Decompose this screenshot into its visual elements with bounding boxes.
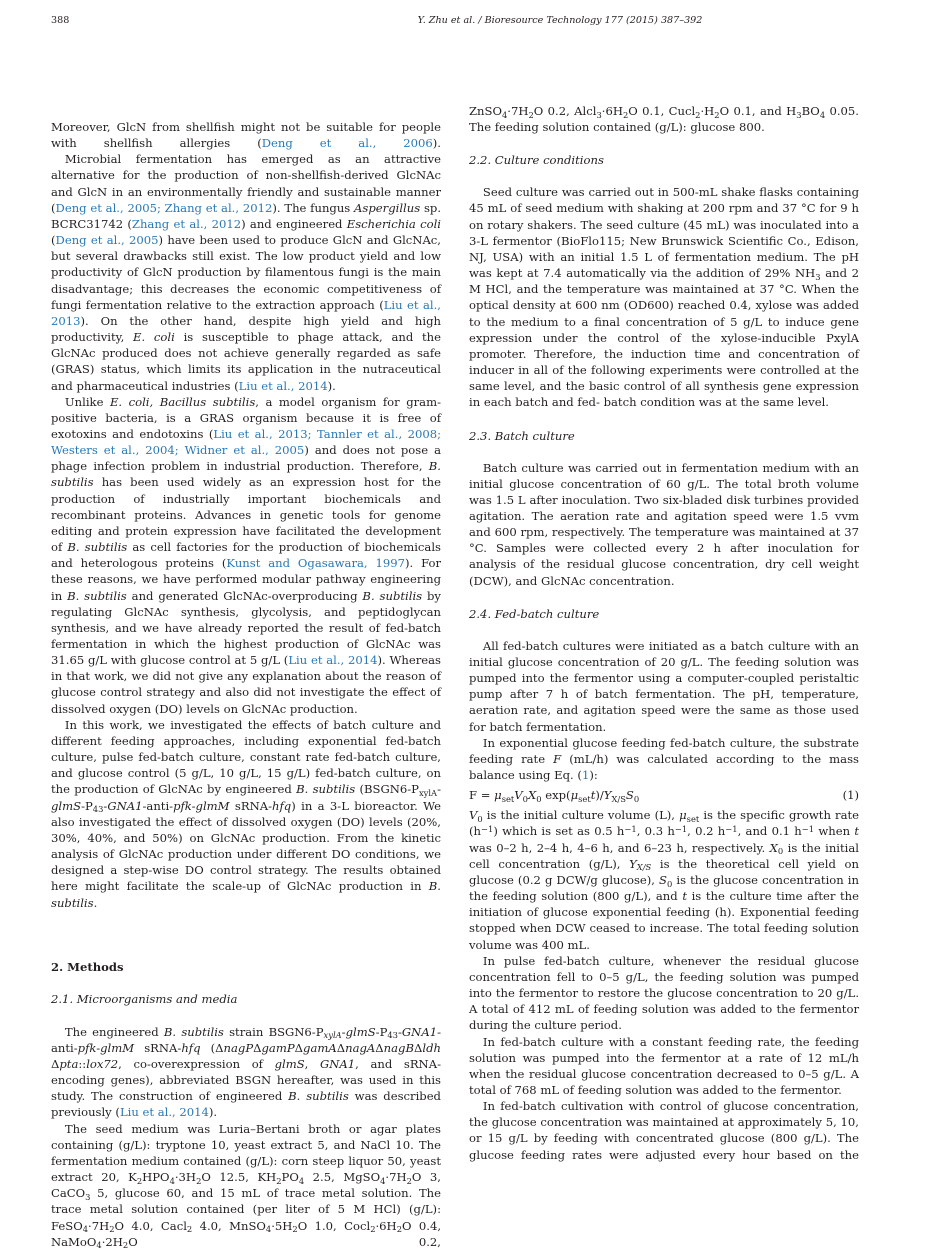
superscript: −1	[481, 823, 494, 834]
subscript: 2	[196, 1175, 202, 1186]
text-run: O 0.1, and H	[719, 104, 797, 118]
citation-link[interactable]: Liu et al., 2013; Tannler et al., 2008; Westers et al., 2004; Widner et al., 2005	[51, 426, 441, 458]
subscript: 0	[522, 793, 528, 804]
text-run: -	[398, 1024, 402, 1039]
italic-text: B. subtilis	[67, 540, 128, 555]
paragraph	[469, 638, 859, 735]
text-run: In pulse fed-batch culture, whenever the residual glucose concentration fell to 0–5 g/L, the feeding solution was pumped into the fermentor to restore the glucose concentration to 20 g/L. A total of 412 mL of feeding solution was added to the fermentor during the culture period.	[469, 953, 859, 1033]
subscript: 0	[633, 793, 640, 804]
italic-text: nagA	[345, 1040, 376, 1055]
text-run: HPO	[142, 1170, 170, 1185]
subscript: 4	[819, 109, 826, 120]
section-2-4-body-a	[469, 638, 859, 783]
paragraph	[469, 735, 859, 783]
subscript: 2	[276, 1175, 282, 1186]
text-run: In fed-batch culture with a constant feeding rate, the feeding solution was pumped into the fermentor at a rate of 12 mL/h when the residual glucose concentration decreased to 0–5 g/L. A total of 768 mL of feeding solution was added to the fermentor.	[469, 1034, 859, 1097]
text-run: PO	[281, 1170, 299, 1185]
text-run: , and sRNA-encoding genes), abbreviated BSGN hereafter, was used in this study. The construction of engineered	[51, 1056, 441, 1104]
text-run: (Δ	[200, 1040, 224, 1055]
text-run: ·3H	[174, 1170, 197, 1185]
italic-text: GNA1	[319, 1056, 356, 1071]
subscript: 0	[536, 793, 542, 804]
equation-formula	[469, 787, 639, 803]
italic-text: nagB	[383, 1040, 414, 1055]
italic-text: B. subtilis	[362, 588, 423, 603]
text-run: (BSGN6-P	[355, 782, 419, 797]
citation-link[interactable]: Deng et al., 2005	[55, 233, 159, 248]
text-run: Δ	[253, 1040, 262, 1055]
text-run: is susceptible to phage attack, and the GlcNAc produced does not achieve generally regarded as safe (GRAS) status, which limits its application in the nutraceutical and pharmaceutical industries (	[51, 330, 441, 393]
text-run: O 0.4, NaMoO	[51, 1218, 442, 1249]
text-run: ·H	[700, 104, 715, 118]
text-run: Δ	[294, 1040, 304, 1055]
running-title: Y. Zhu et al. / Bioresource Technology 177 (2015) 387–392	[417, 15, 703, 26]
italic-text: B. subtilis	[51, 459, 441, 490]
text-run: Δ	[375, 1040, 384, 1055]
text-run: , 0.2 h	[687, 824, 726, 839]
subsection-heading-2-4: 2.4. Fed-batch culture	[469, 606, 600, 621]
text-run: 2.5, MgSO	[304, 1170, 381, 1185]
subscript: 4	[265, 1224, 272, 1235]
subsection-heading-2-1: 2.1. Microorganisms and media	[51, 991, 238, 1006]
italic-text: Y	[603, 788, 612, 803]
citation-link[interactable]: Liu et al., 2013	[51, 297, 441, 328]
superscript: −1	[801, 823, 815, 834]
subscript: X/S	[636, 862, 652, 873]
text-run: O 3, CaCO	[51, 1170, 441, 1201]
subscript: 4	[501, 109, 508, 120]
text-run: In fed-batch cultivation with control of glucose concentration, the glucose concentration was maintained at approximately 5, 10, or 15 g/L by feeding with concentrated glucose (800 g/L). The glucose feeding rates were adjusted every hour based on the	[469, 1099, 859, 1162]
section-2-4-body-b	[469, 807, 859, 1162]
subscript: set	[578, 793, 591, 804]
italic-text: t	[854, 824, 859, 839]
citation-link[interactable]: 1	[581, 768, 590, 782]
text-run: , 0.3 h	[636, 824, 675, 839]
text-run: sRNA-	[229, 798, 273, 813]
text-run: In this work, we investigated the effects of batch culture and different feeding approaches, including exponential fed-batch culture, pulse fed-batch culture, constant rate fed-batch culture, and glucose control (5 g/L, 10 g/L, 15 g/L) fed-batch culture, on the production of GlcNAc by engineered	[51, 717, 441, 797]
italic-text: X	[769, 840, 778, 855]
paragraph	[469, 184, 859, 410]
text-run: as cell factories for the production of biochemicals and heterologous proteins (	[51, 540, 441, 571]
section-2-2-body	[469, 184, 859, 410]
text-run: is the initial culture volume (L),	[482, 808, 680, 823]
italic-text: E. coli, Bacillus subtilis	[109, 394, 256, 409]
subscript: 0	[777, 846, 784, 857]
text-run: was described previously (	[51, 1089, 441, 1120]
text-run: Moreover, GlcN from shellfish might not be suitable for people with shellfish allergies (	[51, 120, 441, 151]
paragraph	[469, 1034, 859, 1099]
text-run: 0.05. The feeding solution contained (g/L): glucose 800.	[469, 104, 859, 135]
text-run: O 0.2,	[128, 1234, 441, 1249]
italic-text: glmS	[345, 1024, 376, 1039]
text-run: when	[814, 824, 855, 839]
text-run: ). For these reasons, we have performed modular pathway engineering in	[51, 556, 441, 603]
italic-text: nagP	[223, 1040, 254, 1055]
italic-text: pta	[59, 1056, 79, 1071]
continued-paragraph	[469, 103, 859, 135]
paragraph	[51, 119, 441, 151]
text-run: ) and engineered	[241, 216, 347, 231]
text-run: ·7H	[88, 1218, 110, 1233]
subscript: 2	[528, 109, 534, 120]
italic-text: B. subtilis	[51, 879, 441, 910]
text-run: ·6H	[601, 104, 623, 118]
text-run: , and 0.1 h	[737, 824, 802, 839]
left-column	[51, 119, 441, 1250]
text-run: strain BSGN6-P	[223, 1024, 324, 1039]
text-run: O 12.5, KH	[201, 1170, 277, 1185]
subscript: set	[501, 793, 515, 804]
text-run: Seed culture was carried out in 500-mL shake flasks containing 45 mL of seed medium with shaking at 200 rpm and 37 °C for 9 h on rotary shakers. The seed culture (45 mL) was inoculated into a 3-L fermentor (BioFlo115; New Brunswick Scientific Co., Edison, NJ, USA) with an initial 1.5 L of fermentation medium. The pH was kept at 7.4 automatically via the addition of 29% NH	[469, 185, 859, 281]
text-run: has been used widely as an expression host for the production of industrially important biochemicals and recombinant proteins. Advances in genetic tools for genome editing and protein expression have facilitated the development of	[51, 475, 441, 555]
subscript: 0	[667, 878, 673, 889]
subscript: xylA	[323, 1030, 342, 1041]
citation-link[interactable]: Kunst and Ogasawara, 1997	[226, 556, 405, 571]
right-column	[469, 103, 859, 1163]
text-run: -	[103, 798, 108, 813]
text-run: ·6H	[375, 1218, 397, 1233]
citation-link[interactable]: Liu et al., 2014	[288, 653, 378, 668]
italic-text: V	[514, 788, 523, 803]
text-run: (	[51, 233, 56, 248]
italic-text: glmS	[274, 1056, 305, 1071]
italic-text: B. subtilis	[67, 588, 127, 603]
text-run: O 4.0, Cacl	[114, 1218, 187, 1233]
section-2-3-body	[469, 460, 859, 589]
text-run: 4.0, MnSO	[192, 1218, 266, 1233]
paragraph	[469, 807, 859, 952]
superscript: −1	[674, 823, 688, 834]
italic-text: B. subtilis	[163, 1024, 224, 1039]
subscript: 2	[136, 1175, 143, 1186]
paragraph	[469, 953, 859, 1034]
citation-link[interactable]: Liu et al., 2014	[238, 378, 328, 393]
subscript: 2	[396, 1224, 402, 1235]
text-run: -	[341, 1024, 346, 1039]
text-run: O 0.2, Alcl	[533, 104, 597, 118]
subscript: X/S	[611, 793, 626, 804]
italic-text: t	[590, 788, 596, 803]
text-run: .	[93, 895, 98, 910]
paragraph	[51, 1121, 441, 1250]
text-run: ).	[327, 378, 336, 393]
paragraph	[51, 394, 441, 717]
text-run: -anti-	[142, 798, 174, 813]
text-run: , a model organism for gram-positive bacteria, is a GRAS organism because it is free of exotoxins and endotoxins (	[51, 394, 441, 441]
subscript: 2	[292, 1224, 298, 1235]
italic-text: μ	[494, 788, 502, 803]
paragraph	[469, 460, 859, 589]
subscript: 3	[596, 109, 602, 120]
text-run: ,	[304, 1056, 320, 1071]
text-run: ). The fungus	[272, 200, 355, 215]
italic-text: μ	[570, 788, 579, 803]
subscript: 2	[122, 1240, 129, 1250]
text-run: ) which is set as 0.5 h	[493, 824, 625, 839]
text-run: F =	[469, 788, 495, 803]
equation-number: (1)	[842, 788, 859, 803]
subscript: 4	[169, 1175, 175, 1186]
subscript: 2	[370, 1224, 376, 1235]
subscript: 2	[714, 109, 720, 120]
text-run: and generated GlcNAc-overproducing	[126, 588, 363, 603]
text-run: ) and does not pose a phage infection problem in industrial production. Therefore,	[51, 443, 441, 474]
text-run: -	[437, 782, 441, 797]
italic-text: F	[553, 751, 562, 766]
italic-text: GNA1	[401, 1024, 438, 1039]
citation-link[interactable]: Deng et al., 2005; Zhang et al., 2012	[55, 200, 273, 215]
superscript: −1	[624, 823, 637, 834]
italic-text: μ	[679, 808, 687, 823]
text-run: ·5H	[271, 1218, 293, 1233]
subscript: 2	[695, 109, 701, 120]
subsection-heading-2-3: 2.3. Batch culture	[469, 428, 575, 443]
italic-text: lox72	[86, 1056, 119, 1071]
italic-text: Escherichia coli	[346, 216, 442, 231]
text-run: ·2H	[101, 1234, 123, 1249]
text-run: In exponential glucose feeding fed-batch culture, the substrate feeding rate	[469, 735, 859, 766]
italic-text: gamP	[261, 1040, 295, 1055]
equation-1	[469, 787, 859, 803]
left-column-intro	[51, 119, 441, 911]
text-run: -anti-	[51, 1024, 441, 1055]
subscript: 4	[380, 1175, 386, 1186]
text-run: Δ	[51, 1056, 60, 1071]
text-run: , co-overexpression of	[118, 1056, 275, 1071]
subsection-heading-2-2: 2.2. Culture conditions	[469, 153, 604, 168]
subscript: xylA	[418, 788, 438, 799]
text-run: ):	[589, 768, 598, 782]
italic-text: E. coli	[133, 330, 175, 345]
italic-text: S	[659, 872, 667, 887]
italic-text: V	[469, 808, 478, 823]
subscript: 0	[477, 813, 483, 824]
italic-text: GNA1	[107, 798, 143, 813]
citation-link[interactable]: Deng et al., 2006	[261, 136, 433, 151]
italic-text: B. subtilis	[288, 1089, 349, 1104]
text-run: was 0–2 h, 2–4 h, 4–6 h, and 6–23 h, respectively.	[469, 840, 770, 855]
text-run: -P	[375, 1024, 388, 1039]
italic-text: glmS	[51, 798, 82, 813]
text-run: ) in a 3-L bioreactor. We also investigated the effect of dissolved oxygen (DO) levels (20%, 30%, 40%, and 50%) on GlcNAc production. From the kinetic analysis of GlcNAc production under different DO conditions, we designed a step-wise DO control strategy. The results obtained here might facilitate the scale-up of GlcNAc production in	[51, 798, 441, 894]
text-run: is the initial cell concentration (g/L),	[469, 840, 859, 871]
text-run: and 2 M HCl, and the temperature was maintained at 37 °C. When the optical density at 600 nm (OD600) reached 0.4, xylose was added to the medium to a final concentration of 5 g/L to induce gene expression under the control of the xylose-inducible PxylA promoter. Therefore, the induction time and concentration of inducer in all of the following experiments were controlled at the same level, and the basic control of all synthesis gene expression in each batch and fed- batch condition was at the same level.	[469, 266, 859, 410]
text-run: is the specific growth rate (h	[469, 808, 860, 839]
text-run: sRNA-	[134, 1040, 182, 1055]
paragraph	[469, 1098, 859, 1163]
paragraph	[51, 151, 441, 393]
text-run: ::	[78, 1056, 87, 1071]
italic-text: pfk-glmM	[173, 798, 230, 813]
italic-text: Y	[629, 856, 637, 871]
italic-text: t	[682, 889, 687, 904]
text-run: (mL/h) was calculated according to the mass balance using Eq. (	[469, 751, 859, 782]
section-heading-methods: 2. Methods	[51, 959, 124, 974]
italic-text: gamA	[303, 1040, 337, 1055]
text-run: Δ	[336, 1040, 346, 1055]
text-run: ). On the other hand, despite high yield and high productivity,	[51, 313, 441, 345]
italic-text: X	[527, 788, 537, 803]
text-run: Δ	[414, 1040, 423, 1055]
subscript: 43	[387, 1030, 398, 1041]
subscript: 3	[796, 109, 802, 120]
page-number: 388	[51, 15, 70, 26]
text-run: Microbial fermentation has emerged as an attractive alternative for the production of non-shellfish-derived GlcNAc and GlcN in an environmentally friendly and sustainable manner (	[51, 152, 441, 215]
subscript: 3	[815, 271, 821, 282]
text-run: The seed medium was Luria–Bertani broth or agar plates containing (g/L): tryptone 10, yeast extract 5, and NaCl 10. The fermentation medium contained (g/L): corn steep liquor 50, yeast extract 20, K	[51, 1121, 441, 1185]
text-run: 5, glucose 60, and 15 mL of trace metal solution. The trace metal solution contained (per liter of 5 M HCl) (g/L): FeSO	[51, 1186, 441, 1233]
text-run: is the theoretical cell yield on glucose (0.2 g DCW/g glucose),	[469, 856, 859, 887]
text-run: The engineered	[64, 1024, 164, 1039]
subscript: 4	[82, 1224, 89, 1235]
paragraph	[51, 717, 441, 911]
section-2-1-body	[51, 1024, 441, 1250]
italic-text: hfq	[272, 798, 292, 813]
text-run: )/	[595, 788, 604, 803]
text-run: ) have been used to produce GlcN and GlcNAc, but several drawbacks still exist. The low product yield and low productivity of GlcN production by filamentous fungi is the main disadvantage; this decreases the economic competitiveness of fungi fermentation relative to the extraction approach (	[51, 233, 441, 312]
italic-text: hfq	[181, 1040, 201, 1055]
text-run: O 1.0, Cocl	[297, 1218, 371, 1233]
text-run: ·7H	[385, 1170, 407, 1185]
paragraph	[469, 103, 859, 135]
italic-text: Aspergillus	[354, 200, 421, 215]
subscript: set	[686, 813, 700, 824]
italic-text: S	[625, 788, 634, 803]
text-run: ).	[432, 136, 441, 151]
text-run: Batch culture was carried out in fermentation medium with an initial glucose concentration of 60 g/L. The total broth volume was 1.5 L after inoculation. Two six-bladed disk turbines provided agitation. The aeration rate and agitation speed were 1.5 vvm and 600 rpm, respectively. The temperature was maintained at 37 °C. Samples were collected every 2 h after inoculation for analysis of the residual glucose concentration, dry cell weight (DCW), and GlcNAc concentration.	[469, 460, 859, 588]
subscript: 2	[406, 1175, 412, 1186]
citation-link[interactable]: Liu et al., 2014	[119, 1105, 209, 1120]
subscript: 4	[298, 1175, 305, 1186]
subscript: 43	[92, 804, 104, 815]
subscript: 2	[186, 1224, 193, 1235]
text-run: is the glucose concentration in the feeding solution (800 g/L), and	[469, 872, 859, 904]
superscript: −1	[725, 823, 738, 834]
text-run: Unlike	[64, 394, 110, 409]
paragraph	[51, 1024, 441, 1121]
subscript: 3	[85, 1191, 91, 1202]
text-run: ). Whereas in that work, we did not give any explanation about the reason of glucose control strategy and also did not investigate the effect of dissolved oxygen (DO) levels on GlcNAc production.	[51, 653, 441, 716]
text-run: O 0.1, Cucl	[628, 104, 696, 118]
text-run: sp. BCRC31742 (	[51, 200, 441, 231]
italic-text: ldh	[422, 1040, 441, 1055]
citation-link[interactable]: Zhang et al., 2012	[131, 216, 242, 231]
text-run: by regulating GlcNAc synthesis, glycolysis, and peptidoglycan synthesis, and we have already reported the result of fed-batch fermentation in which the highest production of GlcNAc was 31.65 g/L with glucose control at 5 g/L (	[51, 588, 441, 668]
subscript: 2	[109, 1224, 115, 1235]
text-run: ·7H	[507, 104, 529, 118]
text-run: exp(	[541, 788, 571, 803]
text-run: -P	[81, 798, 93, 813]
text-run: BO	[801, 104, 820, 118]
text-run: All fed-batch cultures were initiated as a batch culture with an initial glucose concentration of 20 g/L. The feeding solution was pumped into the fermentor using a computer-coupled peristaltic pump after 7 h of batch fermentation. The pH, temperature, aeration rate, and agitation speed were the same as those used for batch fermentation.	[469, 638, 859, 734]
text-run: ZnSO	[469, 104, 502, 118]
text-run: is the culture time after the initiation of glucose exponential feeding (h). Exponential feeding stopped when DCW ceased to increase. The total feeding solution volume was 400 mL.	[469, 889, 859, 952]
text-run: ).	[208, 1105, 218, 1120]
subscript: 2	[622, 109, 629, 120]
italic-text: B. subtilis	[296, 782, 356, 797]
italic-text: pfk-glmM	[77, 1040, 135, 1055]
subscript: 4	[96, 1240, 102, 1250]
